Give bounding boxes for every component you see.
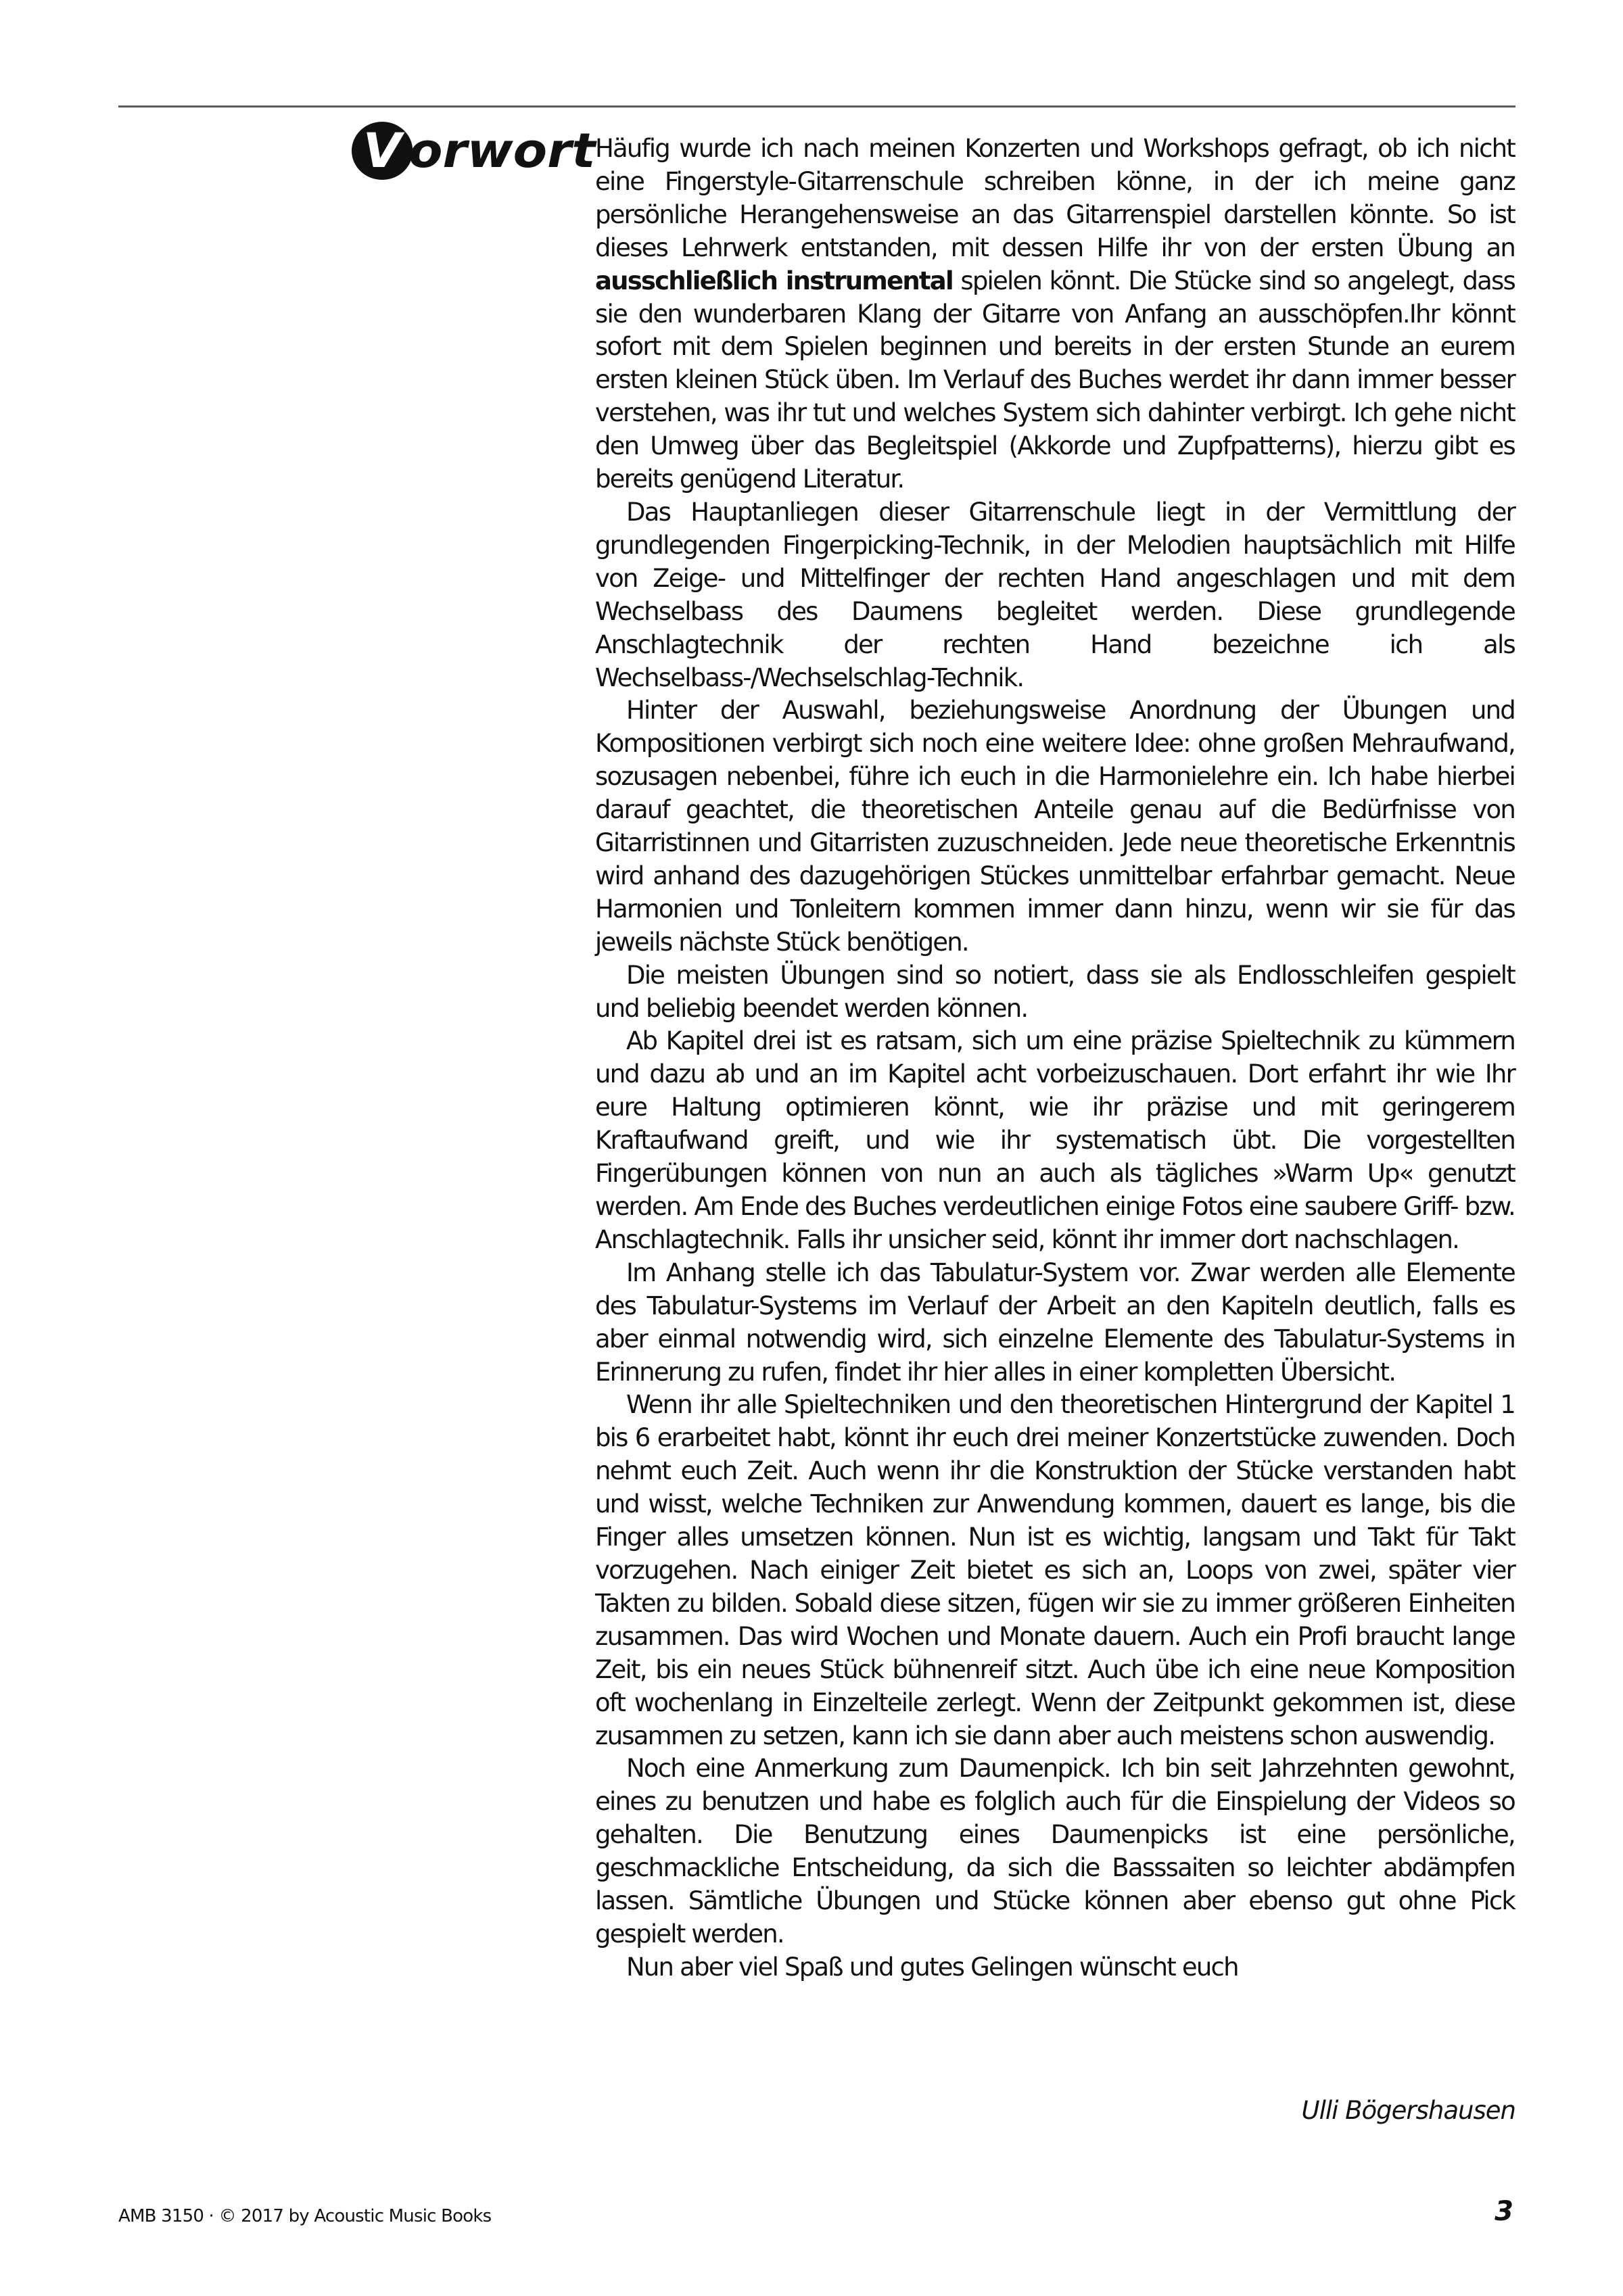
paragraph-1 bbox=[595, 133, 1515, 496]
author-signature: Ulli Bögershausen bbox=[1301, 2096, 1515, 2125]
heading-text: orwort bbox=[408, 123, 596, 178]
paragraph-3: Hinter der Auswahl, beziehungsweise Anordnung der Übungen und Kompositionen verbirgt sich noch eine weitere Idee: ohne großen Mehraufwand, sozusagen nebenbei, führe ich euch in die Harmonielehre ein. Ich habe hierbei darauf geachtet, die theoretischen Anteile genau auf die Bedürfnisse von Gitarristinnen und Gitarristen zuzuschneiden. Jede neue theoretische Erkenntnis wird anhand des dazugehörigen Stückes unmittelbar erfahrbar gemacht. Neue Harmonien und Tonleitern kommen immer dann hinzu, wenn wir sie für das jeweils nächste Stück benötigen. bbox=[595, 696, 1515, 957]
paragraph-5: Ab Kapitel drei ist es ratsam, sich um eine präzise Spieltechnik zu kümmern und dazu ab und an im Kapitel acht vorbeizuschauen. Dort erfahrt ihr wie Ihr eure Haltung optimieren könnt, wie ihr präzise und mit geringerem Kraftaufwand greift, und wie ihr systematisch übt. Die vorgestellten Fingerübungen können von nun an auch als tägliches »Warm Up« genutzt werden. Am Ende des Buches verdeutlichen einige Fotos eine saubere Griff- bzw. Anschlagtechnik. Falls ihr unsicher seid, könnt ihr immer dort nachschlagen. bbox=[595, 1026, 1515, 1254]
footer-imprint: AMB 3150 · © 2017 by Acoustic Music Books bbox=[118, 2206, 492, 2226]
page-number: 3 bbox=[1495, 2196, 1513, 2227]
paragraph-1-start: Häufig wurde ich nach meinen Konzerten und Workshops gefragt, ob ich nicht eine Fingerstyle-Gitarrenschule schreiben könne, in der ich meine ganz persönliche Herangehensweise an das Gitarrenspiel darstellen könnte. So ist dieses Lehrwerk entstanden, mit dessen Hilfe ihr von der ersten Übung an bbox=[595, 134, 1515, 262]
paragraph-1-end: spielen könnt. Die Stücke sind so angelegt, dass sie den wunderbaren Klang der Gitarre von Anfang an ausschöpfen.Ihr könnt sofort mit dem Spielen beginnen und bereits in der ersten Stunde an eurem ersten kleinen Stück üben. Im Verlauf des Buches werdet ihr dann immer besser verstehen, was ihr tut und welches System sich dahinter verbirgt. Ich gehe nicht den Umweg über das Begleitspiel (Akkorde und Zupfpatterns), hierzu gibt es bereits genügend Literatur. bbox=[595, 266, 1515, 494]
page-heading bbox=[352, 122, 596, 183]
top-divider bbox=[118, 105, 1515, 107]
paragraph-7: Wenn ihr alle Spieltechniken und den theoretischen Hintergrund der Kapitel 1 bis 6 erarbeitet habt, könnt ihr euch drei meiner Konzertstücke zuwenden. Doch nehmt euch Zeit. Auch wenn ihr die Konstruktion der Stücke verstanden habt und wisst, welche Techniken zur Anwendung kommen, dauert es lange, bis die Finger alles umsetzen können. Nun ist es wichtig, langsam und Takt für Takt vorzugehen. Nach einiger Zeit bietet es sich an, Loops von zwei, später vier Takten zu bilden. Sobald diese sitzen, fügen wir sie zu immer größeren Einheiten zusammen. Das wird Wochen und Monate dauern. Auch ein Profi braucht lange Zeit, bis ein neues Stück bühnenreif sitzt. Auch übe ich eine neue Komposition oft wochenlang in Einzelteile zerlegt. Wenn der Zeitpunkt gekommen ist, diese zusammen zu setzen, kann ich sie dann aber auch meistens schon auswendig. bbox=[595, 1390, 1515, 1750]
paragraph-4: Die meisten Übungen sind so notiert, dass sie als Endlosschleifen gespielt und beliebig beendet werden können. bbox=[595, 960, 1515, 1023]
paragraph-8: Noch eine Anmerkung zum Daumenpick. Ich bin seit Jahrzehnten gewohnt, eines zu benutzen und habe es folglich auch für die Einspielung der Videos so gehalten. Die Benutzung eines Daumenpicks ist eine persönliche, geschmackliche Entscheidung, da sich die Basssaiten so leichter abdämpfen lassen. Sämtliche Übungen und Stücke können aber ebenso gut ohne Pick gespielt werden. bbox=[595, 1754, 1515, 1948]
paragraph-2: Das Hauptanliegen dieser Gitarrenschule liegt in der Vermittlung der grundlegenden Fingerpicking-Technik, in der Melodien hauptsächlich mit Hilfe von Zeige- und Mittelfinger der rechten Hand angeschlagen und mit dem Wechselbass des Daumens begleitet werden. Diese grundlegende Anschlagtechnik der rechten Hand bezeichne ich als Wechselbass-/Wechselschlag-Technik. bbox=[595, 497, 1515, 692]
heading-initial-badge: V bbox=[352, 122, 413, 180]
foreword-body bbox=[595, 133, 1515, 1984]
paragraph-6: Im Anhang stelle ich das Tabulatur-System vor. Zwar werden alle Elemente des Tabulatur-Systems im Verlauf der Arbeit an den Kapiteln deutlich, falls es aber einmal notwendig wird, sich einzelne Elemente des Tabulatur-Systems in Erinnerung zu rufen, findet ihr hier alles in einer kompletten Übersicht. bbox=[595, 1258, 1515, 1387]
paragraph-9-closing: Nun aber viel Spaß und gutes Gelingen wünscht euch bbox=[626, 1952, 1238, 1982]
paragraph-1-bold: ausschließlich instrumental bbox=[595, 266, 953, 295]
